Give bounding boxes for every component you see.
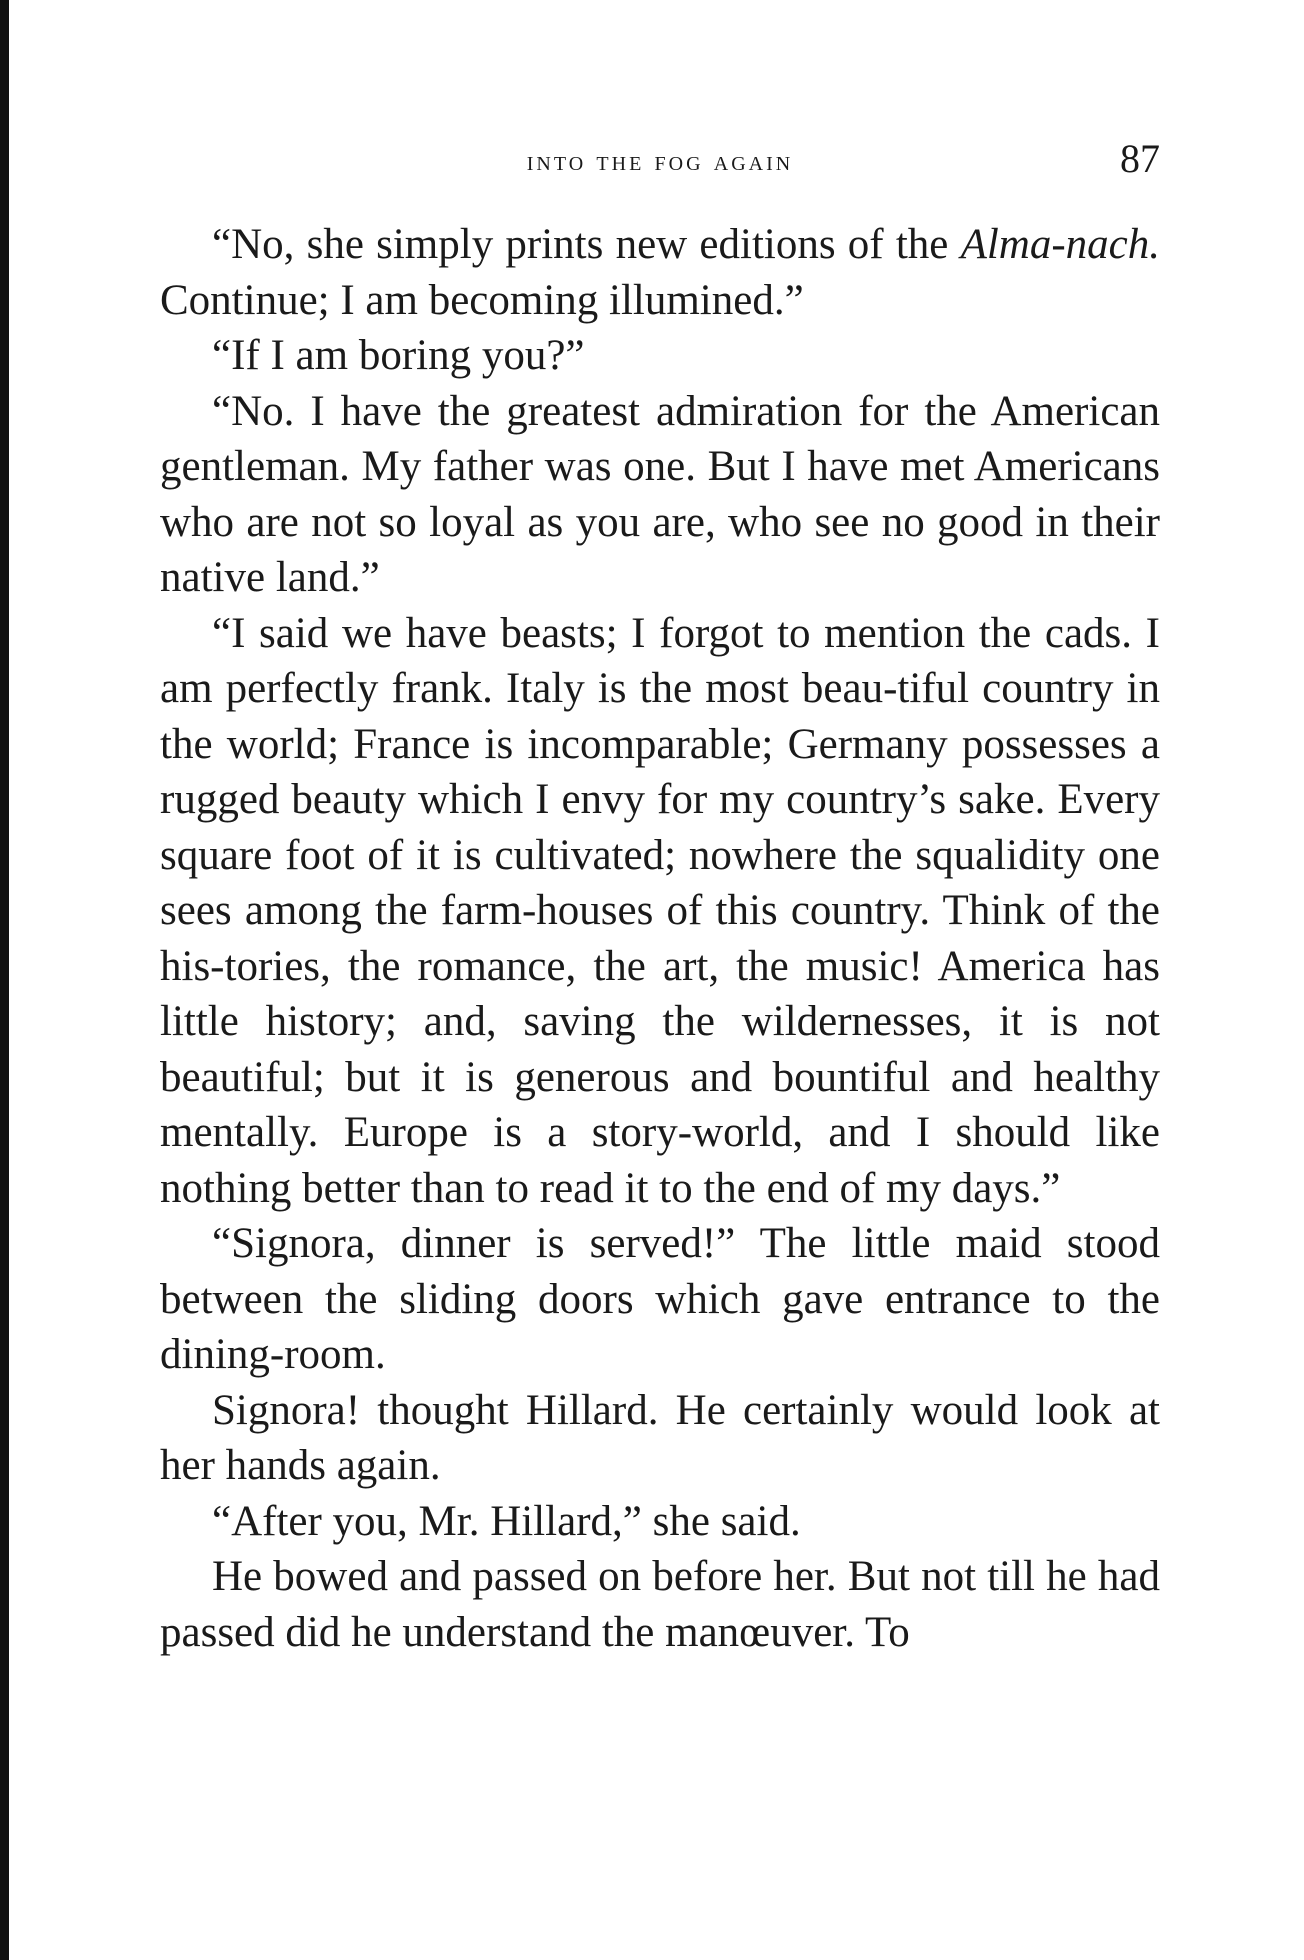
book-page <box>160 135 1160 1660</box>
paragraph-4: “I said we have beasts; I forgot to mention the cads. I am perfectly frank. Italy is the most beau-tiful country in the world; France is incomparable; Germany possesses a rugged beauty which I envy for my country’s sake. Every square foot of it is cultivated; nowhere the squalidity one sees among the farm-houses of this country. Think of the his-tories, the romance, the art, the music! America has little history; and, saving the wildernesses, it is not beautiful; but it is generous and bountiful and healthy mentally. Europe is a story-world, and I should like nothing better than to read it to the end of my days.” <box>160 609 1160 1212</box>
paragraph-5: “Signora, dinner is served!” The little maid stood between the sliding doors which gave entrance to the dining-room. <box>160 1220 1160 1378</box>
paragraph-6: Signora! thought Hillard. He certainly would look at her hands again. <box>160 1386 1160 1489</box>
paragraph-1-text-end: Continue; I am becoming illumined.” <box>160 276 804 324</box>
paragraph-8: He bowed and passed on before her. But not till he had passed did he understand the manœuver. To <box>160 1553 1160 1656</box>
paragraph-3: “No. I have the greatest admiration for the American gentleman. My father was one. But I have met Americans who are not so loyal as you are, who see no good in their native land.” <box>160 387 1160 601</box>
scan-binding-edge <box>0 0 9 1960</box>
running-title: into the fog again <box>526 145 794 177</box>
paragraph-2: “If I am boring you?” <box>212 332 585 379</box>
page-number: 87 <box>1120 136 1160 181</box>
paragraph-1 <box>160 217 1160 328</box>
body-text <box>160 217 1160 1660</box>
paragraph-1-text-start: “No, she simply prints new editions of the <box>212 221 961 268</box>
running-head <box>160 135 1160 195</box>
italic-title-almanach: Alma-nach. <box>960 221 1160 268</box>
paragraph-7: “After you, Mr. Hillard,” she said. <box>212 1497 801 1545</box>
